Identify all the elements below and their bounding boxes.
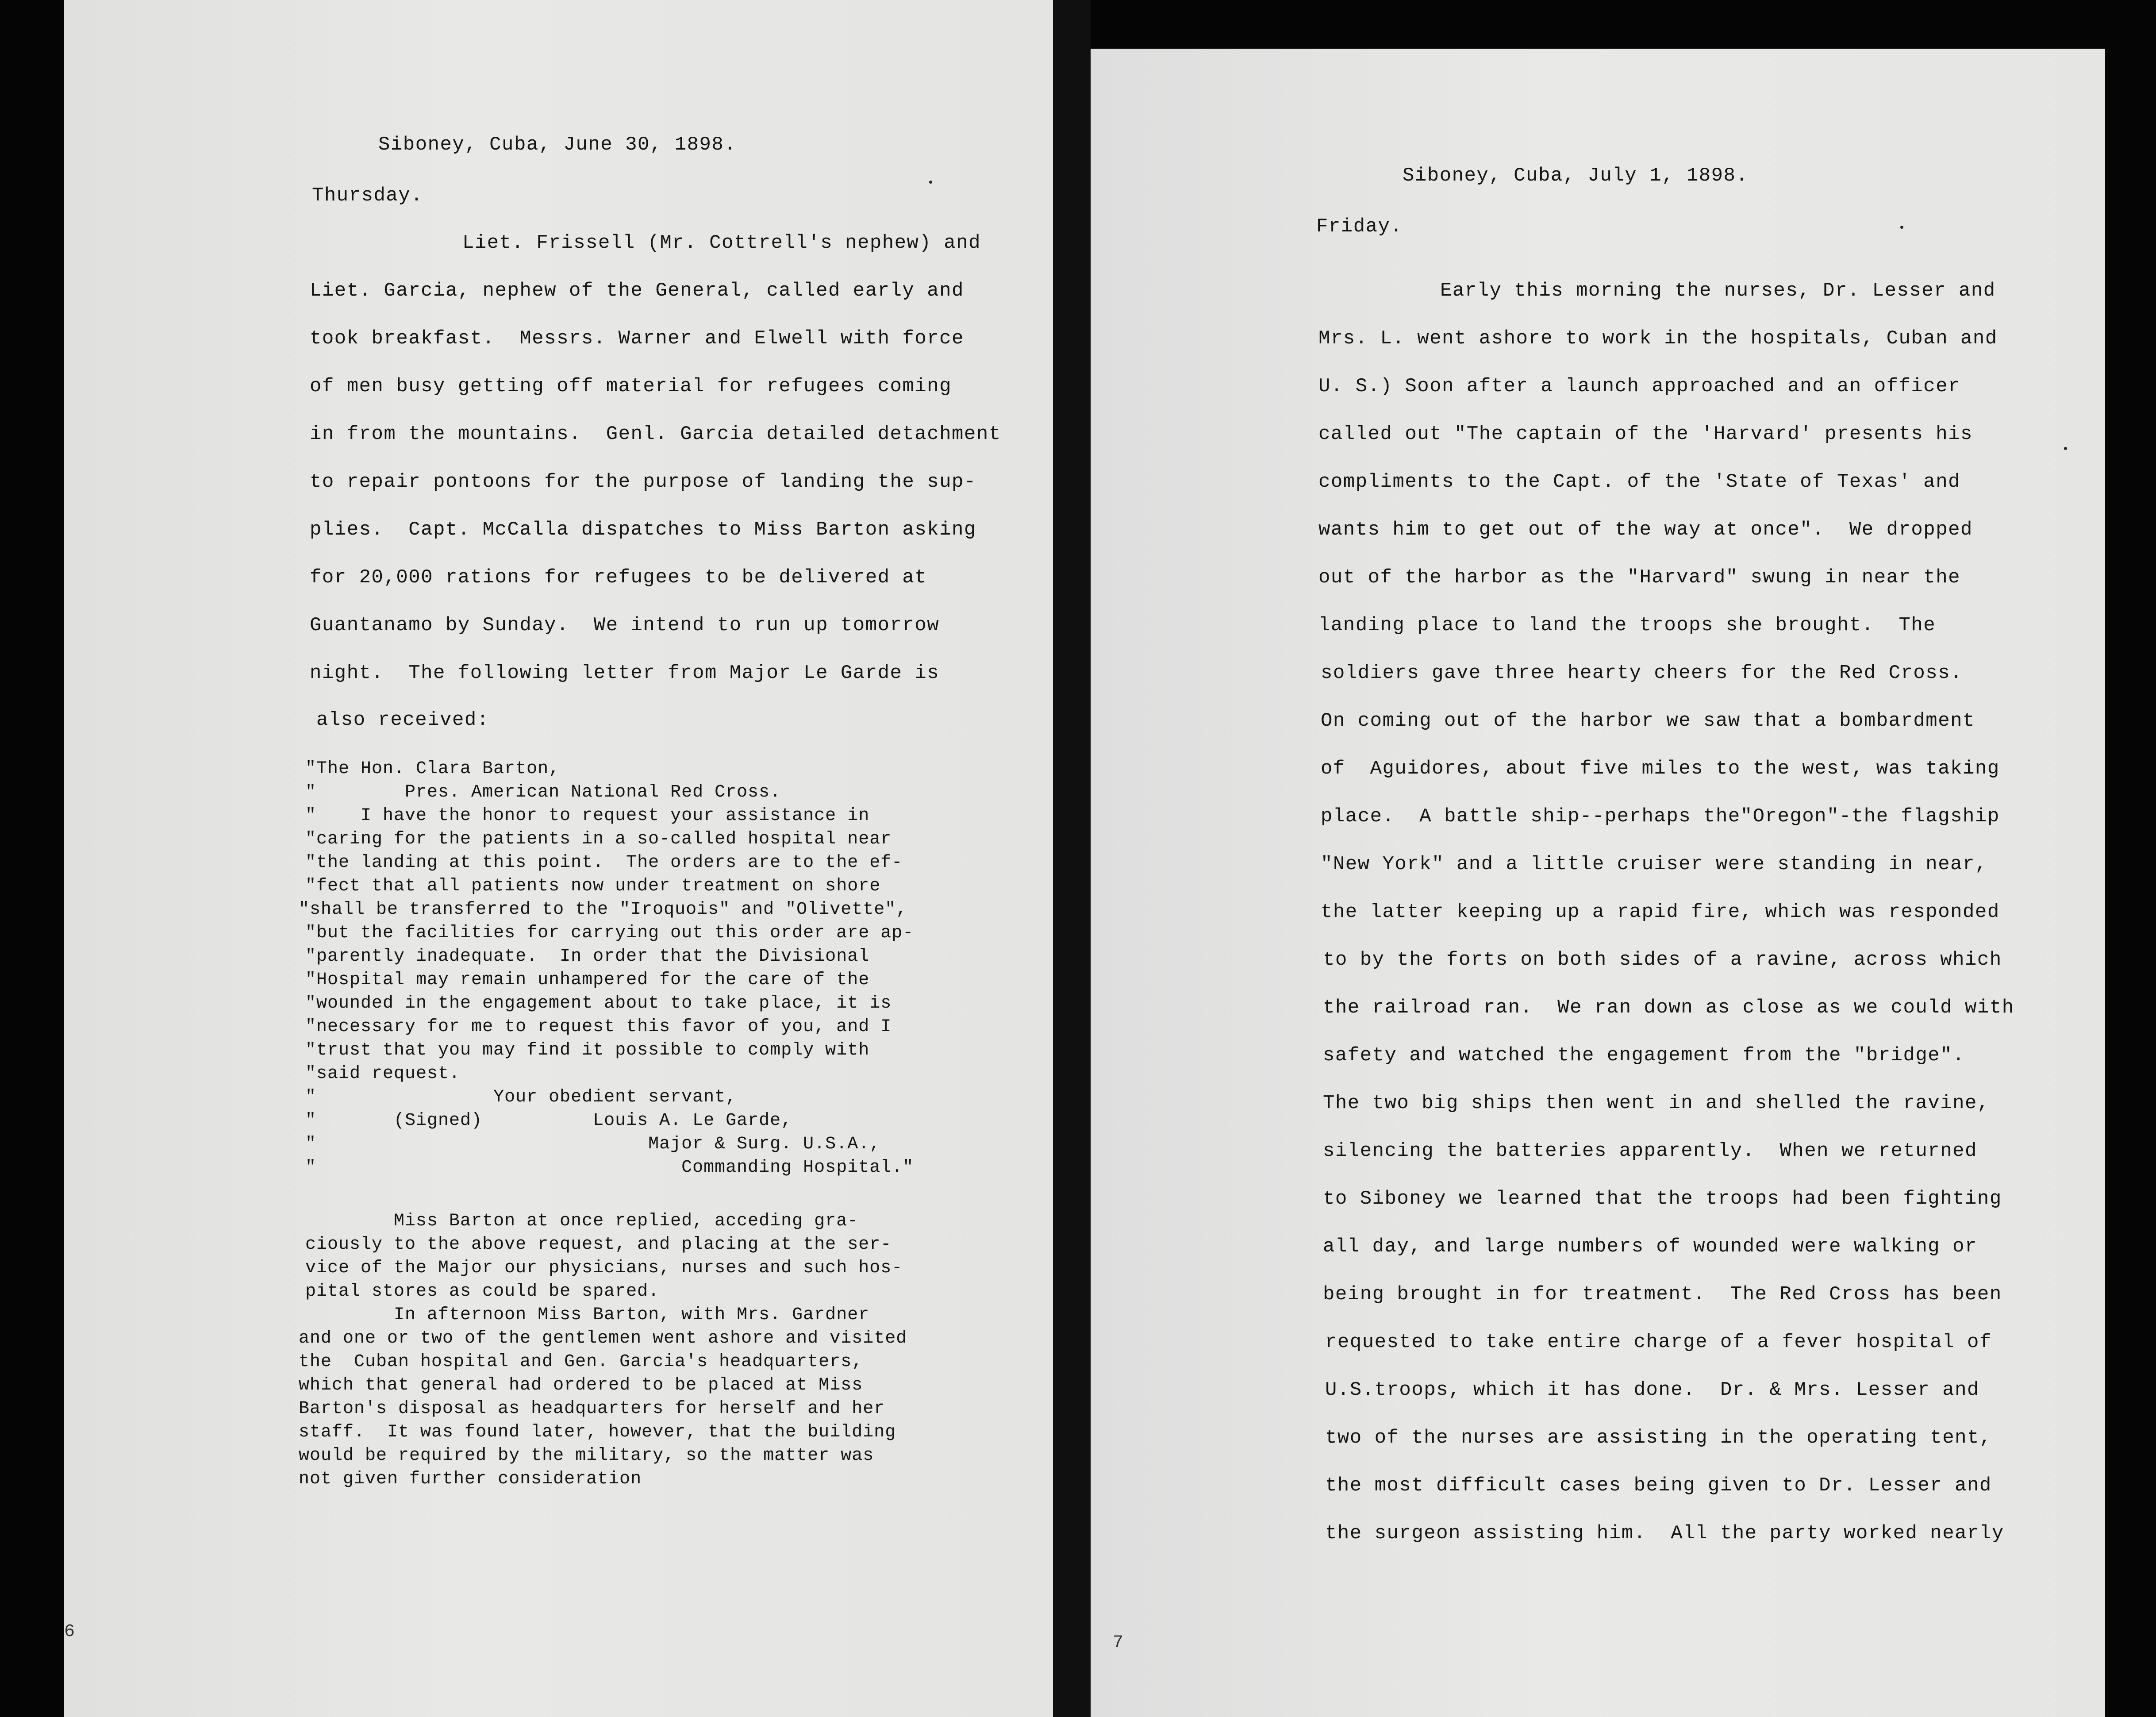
body-line: staff. It was found later, however, that the building [299,1422,896,1442]
letter-line: "necessary for me to request this favor of you, and I [305,1017,892,1037]
right-dateline: Siboney, Cuba, July 1, 1898. [1403,165,1749,187]
body-line: The two big ships then went in and shelled the ravine, [1323,1092,1990,1114]
ink-dot [929,181,932,184]
letter-line: "wounded in the engagement about to take place, it is [305,993,892,1013]
page-number-mark: 6 [64,1622,75,1642]
body-line: Liet. Garcia, nephew of the General, called early and [310,280,964,302]
body-line: Liet. Frissell (Mr. Cottrell's nephew) and [462,232,981,254]
ink-dot [2064,447,2067,450]
body-line: would be required by the military, so the matter was [299,1446,874,1466]
body-line: Mrs. L. went ashore to work in the hospitals, Cuban and [1318,327,1998,350]
letter-line: "shall be transferred to the "Iroquois" and "Olivette", [299,900,907,920]
body-line: Early this morning the nurses, Dr. Lesser and [1440,280,1996,302]
body-line: pital stores as could be spared. [305,1282,660,1301]
letter-line: "caring for the patients in a so-called hospital near [305,829,892,849]
body-line: two of the nurses are assisting in the operating tent, [1325,1427,1992,1449]
body-line: Miss Barton at once replied, acceding gra- [305,1211,859,1231]
body-line: the Cuban hospital and Gen. Garcia's headquarters, [299,1352,863,1372]
letter-line: " Major & Surg. U.S.A., [305,1134,881,1154]
body-line: the latter keeping up a rapid fire, which was responded [1321,901,2000,923]
body-line: and one or two of the gentlemen went ashore and visited [299,1328,907,1348]
right-page [1091,49,2105,1717]
body-line: U. S.) Soon after a launch approached and an officer [1318,375,1961,397]
body-line: the railroad ran. We ran down as close as we could with [1323,997,2014,1019]
body-line: vice of the Major our physicians, nurses and such hos- [305,1258,903,1278]
body-line: all day, and large numbers of wounded were walking or [1323,1236,1977,1258]
page-number-mark: 7 [1113,1633,1124,1653]
body-line: compliments to the Capt. of the 'State of Texas' and [1318,471,1961,493]
body-line: the surgeon assisting him. All the party worked nearly [1325,1522,2004,1544]
body-line: to Siboney we learned that the troops had been fighting [1323,1188,2002,1210]
right-day: Friday. [1316,216,1403,238]
body-line: On coming out of the harbor we saw that a bombardment [1321,710,1975,732]
body-line: landing place to land the troops she brought. The [1318,614,1936,636]
letter-line: "the landing at this point. The orders are to the ef- [305,853,903,873]
letter-line: "trust that you may find it possible to comply with [305,1040,870,1060]
ink-dot [1900,226,1903,229]
left-day: Thursday. [312,185,423,207]
body-line: Barton's disposal as headquarters for herself and her [299,1399,885,1419]
letter-line: " Pres. American National Red Cross. [305,782,781,802]
body-line: night. The following letter from Major Le Garde is [310,662,940,684]
body-line: for 20,000 rations for refugees to be delivered at [310,566,927,589]
body-line: wants him to get out of the way at once". We dropped [1318,519,1973,541]
left-page [64,0,1053,1717]
body-line: to repair pontoons for the purpose of landing the sup- [310,471,976,493]
letter-line: "parently inadequate. In order that the Divisional [305,947,870,966]
letter-line: " I have the honor to request your assistance in [305,806,870,826]
body-line: ciously to the above request, and placing at the ser- [305,1235,892,1255]
letter-line: "said request. [305,1064,461,1084]
letter-line: "Hospital may remain unhampered for the care of the [305,970,870,990]
body-line: plies. Capt. McCalla dispatches to Miss Barton asking [310,519,976,541]
body-line: in from the mountains. Genl. Garcia detailed detachment [310,423,1001,445]
body-line: U.S.troops, which it has done. Dr. & Mrs. Lesser and [1325,1379,1979,1401]
body-line: the most difficult cases being given to Dr. Lesser and [1325,1474,1992,1497]
letter-line: " Your obedient servant, [305,1087,737,1107]
body-line: out of the harbor as the "Harvard" swung in near the [1318,566,1961,589]
body-line: place. A battle ship--perhaps the"Oregon"-the flagship [1321,805,2000,828]
body-line: of Aguidores, about five miles to the west, was taking [1321,758,2000,780]
body-line: also received: [316,709,489,731]
letter-line: " (Signed) Louis A. Le Garde, [305,1111,792,1131]
body-line: requested to take entire charge of a fever hospital of [1325,1331,1992,1353]
body-line: In afternoon Miss Barton, with Mrs. Gardner [305,1305,870,1325]
body-line: of men busy getting off material for refugees coming [310,375,952,397]
page-gutter [1053,0,1091,1717]
body-line: which that general had ordered to be placed at Miss [299,1375,863,1395]
body-line: took breakfast. Messrs. Warner and Elwell with force [310,327,964,350]
body-line: soldiers gave three hearty cheers for the Red Cross. [1321,662,1963,684]
body-line: not given further consideration [299,1469,642,1489]
letter-line: "The Hon. Clara Barton, [305,759,560,779]
body-line: called out "The captain of the 'Harvard' presents his [1318,423,1973,445]
body-line: being brought in for treatment. The Red Cross has been [1323,1283,2002,1305]
letter-line: "fect that all patients now under treatment on shore [305,876,881,896]
letter-line: " Commanding Hospital." [305,1158,914,1178]
letter-line: "but the facilities for carrying out this order are ap- [305,923,914,943]
body-line: Guantanamo by Sunday. We intend to run up tomorrow [310,614,940,636]
body-line: "New York" and a little cruiser were standing in near, [1321,853,1987,875]
body-line: to by the forts on both sides of a ravine, across which [1323,949,2002,971]
body-line: safety and watched the engagement from the "bridge". [1323,1044,1965,1066]
left-dateline: Siboney, Cuba, June 30, 1898. [378,134,737,156]
body-line: silencing the batteries apparently. When we returned [1323,1140,1977,1162]
